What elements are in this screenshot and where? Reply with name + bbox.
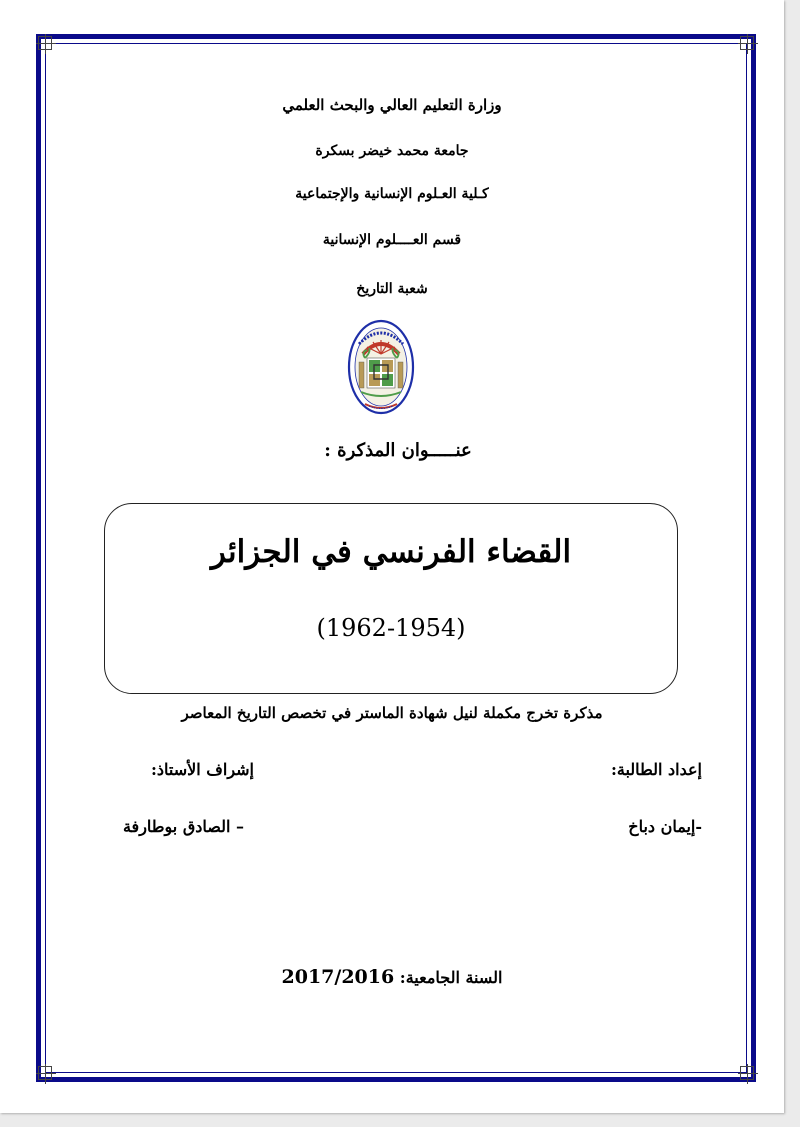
thesis-years: (1962-1954) bbox=[316, 614, 466, 642]
academic-year-value: 2017/2016 bbox=[281, 966, 395, 988]
corner-mark-top-right bbox=[740, 36, 754, 50]
thesis-subtitle: مذكرة تخرج مكملة لنيل شهادة الماستر في تخصص التاريخ المعاصر bbox=[181, 704, 603, 722]
branch-name: شعبة التاريخ bbox=[356, 281, 428, 297]
corner-mark-bottom-right bbox=[740, 1066, 754, 1080]
corner-mark-bottom-left bbox=[38, 1066, 52, 1080]
academic-year bbox=[0, 966, 784, 988]
thesis-title-label: عنـــــوان المذكرة : bbox=[324, 440, 472, 461]
supervisor-name: – الصادق بوطارفة bbox=[122, 817, 244, 836]
university-emblem-icon bbox=[347, 318, 415, 416]
university-name: جامعة محمد خيضر بسكرة bbox=[315, 143, 469, 159]
student-name: -إيمان دباخ bbox=[628, 817, 702, 836]
academic-year-label: السنة الجامعية: bbox=[399, 968, 503, 987]
corner-mark-top-left bbox=[38, 36, 52, 50]
faculty-name: كـلية العـلوم الإنسانية والإجتماعية bbox=[295, 186, 489, 202]
supervisor-label: إشراف الأستاذ: bbox=[151, 760, 254, 779]
ministry-heading: وزارة التعليم العالي والبحث العلمي bbox=[282, 96, 502, 114]
prepared-by-label: إعداد الطالبة: bbox=[610, 760, 702, 779]
thesis-title: القضاء الفرنسي في الجزائر bbox=[210, 534, 572, 570]
thesis-title-box bbox=[104, 503, 678, 694]
department-name: قسم العــــلوم الإنسانية bbox=[322, 232, 462, 248]
